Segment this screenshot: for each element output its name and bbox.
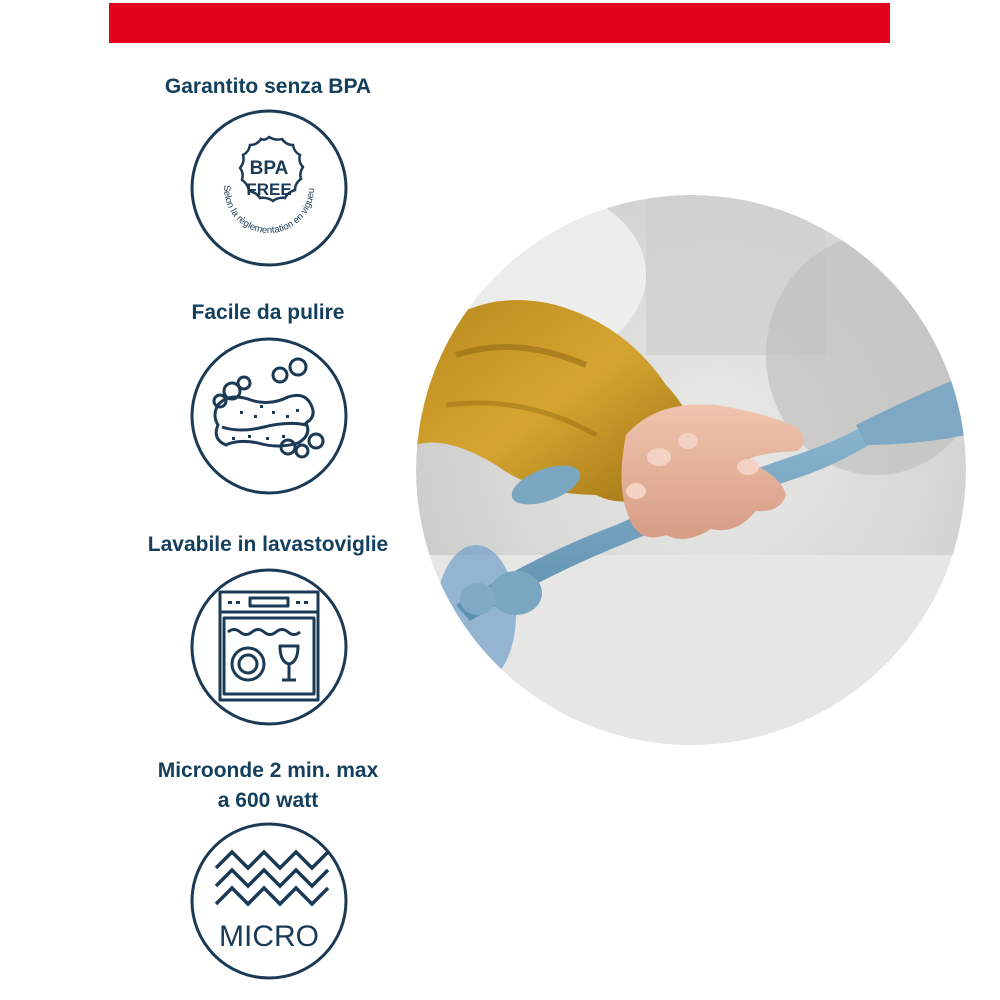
feature-title-microwave: Microonde 2 min. max a 600 watt xyxy=(157,759,379,812)
baby-hand-holding-blue-spoon-photo xyxy=(416,195,966,745)
top-banner-bar xyxy=(109,3,890,43)
feature-title-dishwasher: Lavabile in lavastoviglie xyxy=(147,533,389,556)
bpa-free-seal-icon xyxy=(188,107,350,269)
micro-label: MICRO xyxy=(219,920,319,953)
seal-bpa-text: BPA xyxy=(249,158,289,179)
dishwasher-icon xyxy=(188,566,350,728)
seal-ring-text: Selon la règlementation en vigueu xyxy=(220,184,318,237)
microwave-waves-icon xyxy=(188,820,350,982)
feature-title-easy-clean: Facile da pulire xyxy=(191,301,345,324)
sponge-bubbles-icon xyxy=(188,335,350,497)
seal-free-text: FREE xyxy=(246,180,292,199)
feature-title-bpa-free: Garantito senza BPA xyxy=(164,75,372,98)
